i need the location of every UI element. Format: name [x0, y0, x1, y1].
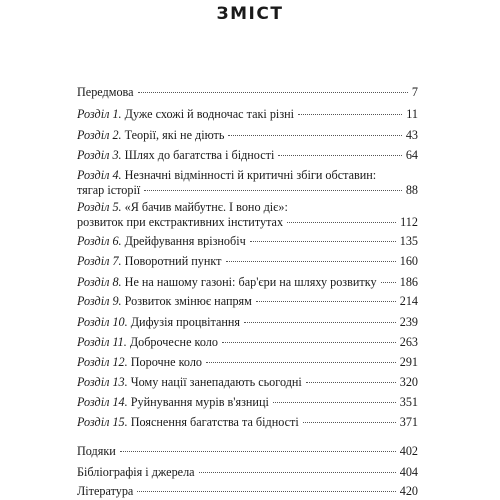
entry-prefix: Розділ 15.	[77, 415, 128, 429]
entry-title: Дуже схожі й водночас такі різні	[124, 107, 295, 121]
toc-entry[interactable]	[77, 128, 418, 143]
entry-prefix: Розділ 9.	[77, 294, 122, 308]
entry-page: 88	[405, 183, 418, 197]
entry-page: 371	[399, 415, 418, 429]
dot-leader	[199, 472, 396, 473]
toc-entry[interactable]	[77, 85, 418, 100]
toc-entry[interactable]	[77, 484, 418, 499]
entry-page: 351	[399, 395, 418, 409]
entry-page: 239	[399, 315, 418, 329]
entry-page: 402	[399, 444, 418, 458]
entry-page: 186	[399, 275, 418, 289]
toc-entry[interactable]	[77, 355, 418, 370]
entry-title-line1: Незначні відмінності й критичні збіги обставин:	[124, 168, 377, 182]
entry-title: Порочне коло	[130, 355, 203, 369]
entry-page: 214	[399, 294, 418, 308]
entry-title: Література	[77, 484, 134, 498]
dot-leader	[287, 222, 396, 223]
entry-prefix: Розділ 11.	[77, 335, 127, 349]
entry-page: 64	[405, 148, 418, 162]
entry-title: Теорії, які не діють	[124, 128, 225, 142]
entry-prefix: Розділ 7.	[77, 254, 122, 268]
entry-page: 263	[399, 335, 418, 349]
dot-leader	[144, 190, 402, 191]
dot-leader	[244, 322, 396, 323]
entry-prefix: Розділ 12.	[77, 355, 128, 369]
entry-title: Поворотний пункт	[124, 254, 222, 268]
entry-page: 7	[411, 85, 418, 99]
entry-prefix: Розділ 14.	[77, 395, 128, 409]
toc-entry[interactable]	[77, 275, 418, 290]
dot-leader	[298, 114, 402, 115]
entry-prefix: Розділ 8.	[77, 275, 122, 289]
entry-page: 420	[399, 484, 418, 498]
entry-title: Бібліографія і джерела	[77, 465, 195, 479]
entry-prefix: Розділ 2.	[77, 128, 122, 142]
entry-prefix: Розділ 13.	[77, 375, 128, 389]
toc-entry[interactable]	[77, 294, 418, 309]
entry-page: 135	[399, 234, 418, 248]
entry-title: Шлях до багатства і бідності	[124, 148, 275, 162]
entry-title: Чому нації занепадають сьогодні	[130, 375, 302, 389]
dot-leader	[381, 282, 396, 283]
entry-page: 291	[399, 355, 418, 369]
dot-leader	[256, 301, 396, 302]
toc-entry[interactable]	[77, 315, 418, 330]
toc-entry[interactable]	[77, 444, 418, 459]
entry-page: 11	[406, 107, 418, 121]
dot-leader	[278, 155, 401, 156]
dot-leader	[250, 241, 396, 242]
dot-leader	[228, 135, 401, 136]
dot-leader	[303, 422, 396, 423]
entry-title: розвиток при екстрактивних інститутах	[77, 215, 284, 229]
entry-prefix: Розділ 4.	[77, 168, 122, 182]
entry-prefix: Розділ 1.	[77, 107, 122, 121]
dot-leader	[138, 92, 408, 93]
entry-title: Руйнування мурів в'язниці	[130, 395, 269, 409]
toc-entry[interactable]	[77, 234, 418, 249]
dot-leader	[273, 402, 396, 403]
toc-entry[interactable]	[77, 415, 418, 430]
entry-prefix: Розділ 10.	[77, 315, 128, 329]
dot-leader	[306, 382, 396, 383]
toc-entry[interactable]	[77, 168, 418, 198]
entry-prefix: Розділ 5.	[77, 200, 122, 214]
entry-title: Пояснення багатства та бідності	[130, 415, 299, 429]
dot-leader	[222, 342, 396, 343]
dot-leader	[137, 491, 395, 492]
dot-leader	[120, 451, 396, 452]
entry-prefix: Розділ 6.	[77, 234, 122, 248]
toc-entry[interactable]	[77, 148, 418, 163]
dot-leader	[206, 362, 396, 363]
entry-title: Доброчесне коло	[129, 335, 218, 349]
entry-title: Не на нашому газоні: бар'єри на шляху розвитку	[124, 275, 377, 289]
entry-page: 320	[399, 375, 418, 389]
toc-entry[interactable]	[77, 375, 418, 390]
entry-page: 43	[405, 128, 418, 142]
entry-title: Розвиток змінює напрям	[124, 294, 252, 308]
page-title: ЗМІСТ	[216, 4, 284, 24]
entry-title: Дрейфування врізнобіч	[124, 234, 246, 248]
entry-title: Подяки	[77, 444, 116, 458]
entry-page: 404	[399, 465, 418, 479]
entry-title: Передмова	[77, 85, 134, 99]
entry-title: тягар історії	[77, 183, 141, 197]
entry-title-line1: «Я бачив майбутнє. І воно діє»:	[124, 200, 288, 214]
toc-entry[interactable]	[77, 335, 418, 350]
toc-entry[interactable]	[77, 395, 418, 410]
entry-title: Дифузія процвітання	[130, 315, 241, 329]
entry-prefix: Розділ 3.	[77, 148, 122, 162]
toc-entry[interactable]	[77, 200, 418, 230]
toc-entry[interactable]	[77, 254, 418, 269]
toc-entry[interactable]	[77, 465, 418, 480]
entry-page: 160	[399, 254, 418, 268]
dot-leader	[226, 261, 396, 262]
toc-entry[interactable]	[77, 107, 418, 122]
entry-page: 112	[400, 215, 418, 229]
